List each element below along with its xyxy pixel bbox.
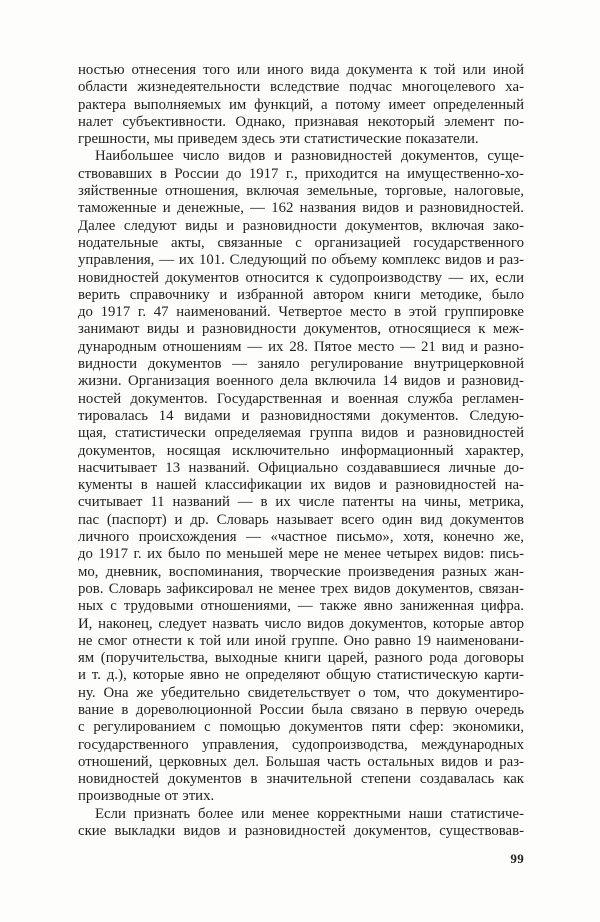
text-line: производные от этих.	[78, 788, 215, 805]
text-line: дународным отношениям — их 28. Пятое место — 21 вид и разно-	[78, 338, 524, 355]
text-line: ров. Словарь зафиксировал не менее трех видов документов, связан-	[78, 580, 524, 597]
text-line: Далее следуют виды и разновидности документов, включая зако-	[78, 217, 524, 234]
text-line: личного происхождения — «частное письмо», хотя, конечно же,	[78, 529, 524, 546]
text-line: занимают виды и разновидности документов, относящиеся к меж-	[78, 321, 524, 338]
text-line: ские выкладки видов и разновидностей документов, существовав-	[78, 823, 524, 840]
text-line: таможенные и денежные, — 162 названия видов и разновидностей.	[78, 200, 524, 217]
text-line: ных с трудовыми отношениями, — также явно заниженная цифра.	[78, 598, 524, 615]
text-line: нодательные акты, связанные с организацией государственного	[78, 234, 524, 251]
text-line: Если признать более или менее корректными наши статистиче-	[95, 805, 524, 822]
text-line: государственного управления, судопроизводства, международных	[78, 736, 524, 753]
text-line: ям (поручительства, выходные книги царей, разного рода договоры	[78, 650, 524, 667]
text-line: области жизнедеятельности вследствие подчас многоцелевого ха-	[78, 79, 524, 96]
text-line: документов, носящая исключительно информационный характер,	[78, 442, 524, 459]
text-line: ностей документов. Государственная и военная служба регламен-	[78, 390, 524, 407]
text-line: кументы в нашей классификации их видов и разновидностей на-	[78, 477, 524, 494]
text-line: вание в дореволюционной России была связано в первую очередь	[78, 701, 524, 718]
text-line: видности документов — заняло регулирование внутрицерковной	[78, 356, 524, 373]
text-line: И, наконец, следует назвать число видов документов, которые автор	[78, 615, 524, 632]
text-line: грешности, мы приведем здесь эти статистические показатели.	[78, 131, 479, 148]
text-line: новидностей документов относится к судопроизводству — их, если	[78, 269, 524, 286]
text-line: и т. д.), которые явно не определяют общую статистическую карти-	[78, 667, 524, 684]
text-line: до 1917 г. их было по меньшей мере не менее четырех видов: пись-	[78, 546, 524, 563]
text-line: ностью отнесения того или иного вида документа к той или иной	[78, 62, 524, 78]
text-line: щая, статистически определяемая группа видов и разновидностей	[78, 425, 524, 442]
text-line: верить справочнику и избранной автором книги методике, было	[78, 286, 524, 303]
text-line: мо, дневник, воспоминания, творческие произведения разных жан-	[78, 563, 524, 580]
text-block	[78, 62, 524, 840]
text-line: с регулированием с помощью документов пяти сфер: экономики,	[78, 719, 524, 736]
text-line: до 1917 г. 47 наименований. Четвертое место в этой группировке	[78, 304, 524, 321]
text-line: Наибольшее число видов и разновидностей документов, суще-	[95, 148, 524, 165]
text-line: налет субъективности. Однако, признавая некоторый элемент по-	[78, 113, 524, 130]
text-line: ну. Она же убедительно свидетельствует о том, что документиро-	[78, 684, 524, 701]
text-line: жизни. Организация военного дела включила 14 видов и разновид-	[78, 373, 524, 390]
text-line: управления, — их 101. Следующий по объему комплекс видов и раз-	[78, 252, 524, 269]
text-line: насчитывает 13 названий. Официально создававшиеся личные до-	[78, 459, 524, 476]
text-line: новидностей документов в значительной степени создавалась как	[78, 771, 524, 788]
text-line: тировалась 14 видами и разновидностями документов. Следую-	[78, 407, 524, 424]
page-number: 99	[510, 851, 524, 866]
text-line: рактера выполняемых им функций, а потому имеет определенный	[78, 96, 524, 113]
text-line: пас (паспорт) и др. Словарь называет всего один вид документов	[78, 511, 524, 528]
text-line: отношений, церковных дел. Большая часть остальных видов и раз-	[78, 753, 524, 770]
text-line: ствовавших в России до 1917 г., приходится на имущественно-хо-	[78, 165, 524, 182]
text-line: не смог отнести к той или иной группе. Оно равно 19 наименовани-	[78, 632, 524, 649]
text-line: зяйственные отношения, включая земельные, торговые, налоговые,	[78, 183, 524, 200]
text-line: считывает 11 названий — в их числе патенты на чины, метрика,	[78, 494, 524, 511]
